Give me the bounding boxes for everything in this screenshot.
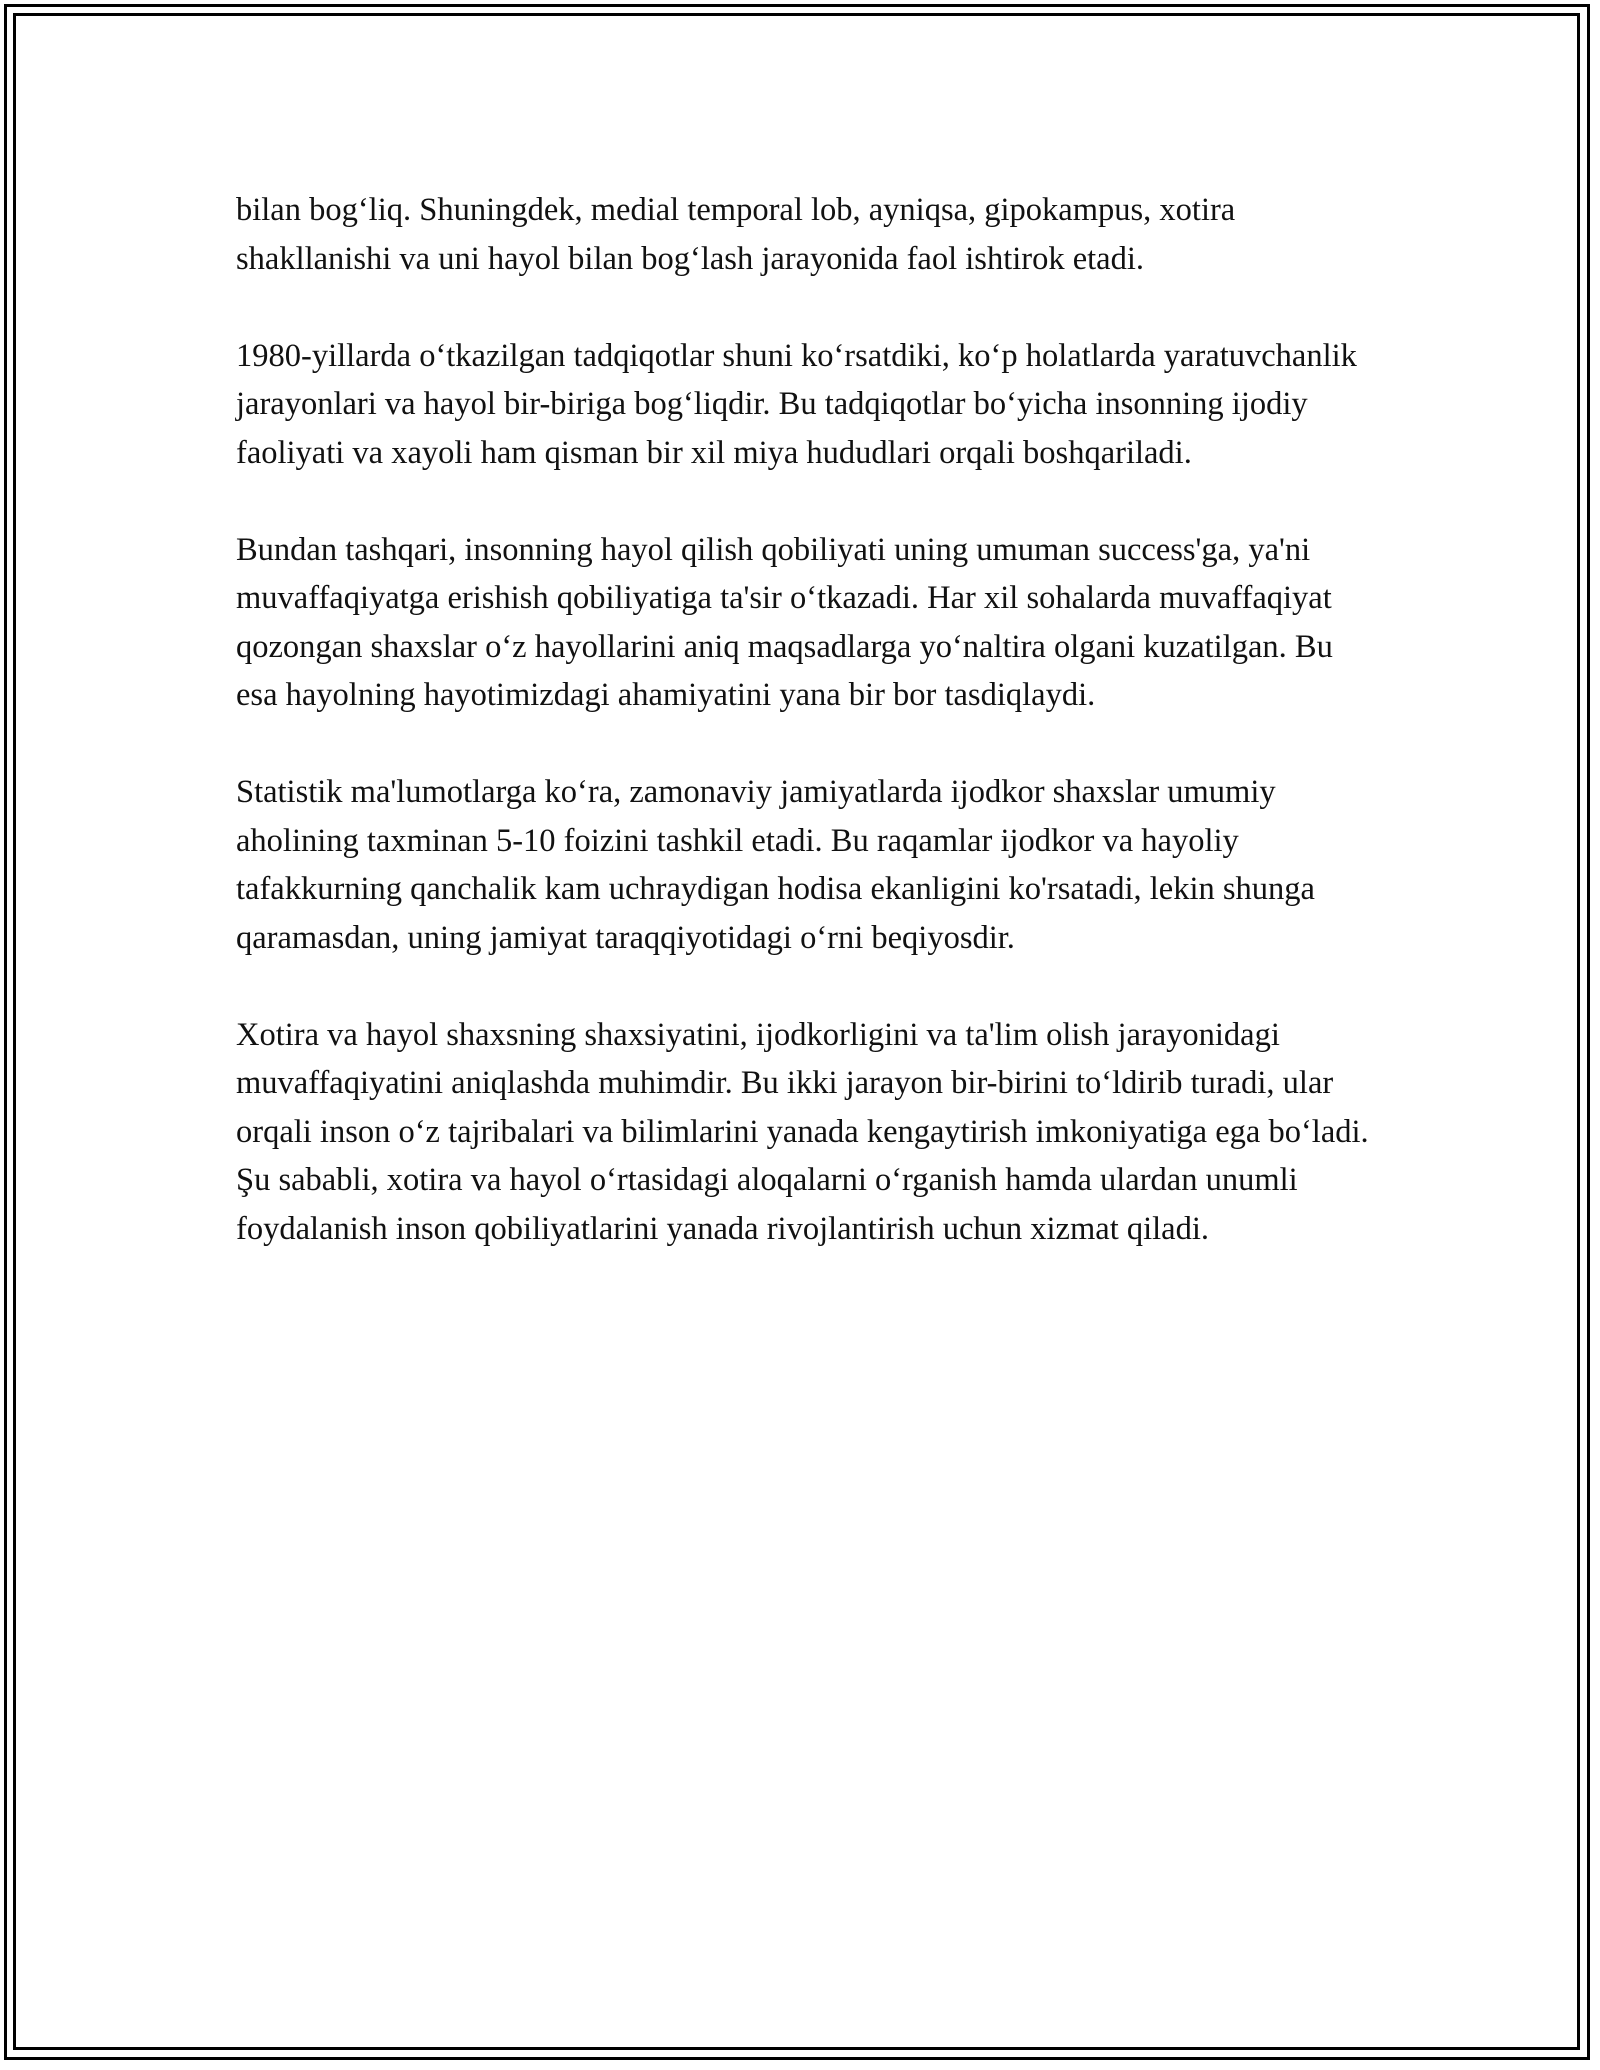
paragraph-4: Statistik ma'lumotlarga ko‘ra, zamonaviy jamiyatlarda ijodkor shaxslar umumiy aholining taxminan 5-10 foizini tashkil etadi. Bu raqamlar ijodkor va hayoliy tafakkurning qanchalik kam uchraydigan hodisa ekanligini ko'rsatadi, lekin shunga qaramasdan, uning jamiyat taraqqiyotidagi o‘rni beqiyosdir. <box>236 774 1315 956</box>
paragraph-1: bilan bog‘liq. Shuningdek, medial temporal lob, ayniqsa, gipokampus, xotira shakllanishi va uni hayol bilan bog‘lash jarayonida faol ishtirok etadi. <box>236 192 1236 277</box>
paragraph-3: Bundan tashqari, insonning hayol qilish qobiliyati uning umuman success'ga, ya'ni muvaffaqiyatga erishish qobiliyatiga ta'sir o‘tkazadi. Har xil sohalarda muvaffaqiyat qozongan shaxslar o‘z hayollarini aniq maqsadlarga yo‘naltira olgani kuzatilgan. Bu esa hayolning hayotimizdagi ahamiyatini yana bir bor tasdiqlaydi. <box>236 531 1333 713</box>
paragraph-5: Xotira va hayol shaxsning shaxsiyatini, ijodkorligini va ta'lim olish jarayonidagi muvaffaqiyatini aniqlashda muhimdir. Bu ikki jarayon bir-birini to‘ldirib turadi, ular orqali inson o‘z tajribalari va bilimlarini yanada kengaytirish imkoniyatiga ega bo‘ladi. Şu sababli, xotira va hayol o‘rtasidagi aloqalarni o‘rganish hamda ulardan unumli foydalanish inson qobiliyatlarini yanada rivojlantirish uchun xizmat qiladi. <box>236 1016 1369 1247</box>
paragraph-2: 1980-yillarda o‘tkazilgan tadqiqotlar shuni ko‘rsatdiki, ko‘p holatlarda yaratuvchanlik jarayonlari va hayol bir-biriga bog‘liqdir. Bu tadqiqotlar bo‘yicha insonning ijodiy faoliyati va xayoli ham qisman bir xil miya hududlari orqali boshqariladi. <box>236 337 1357 471</box>
document-body <box>236 186 1376 1302</box>
